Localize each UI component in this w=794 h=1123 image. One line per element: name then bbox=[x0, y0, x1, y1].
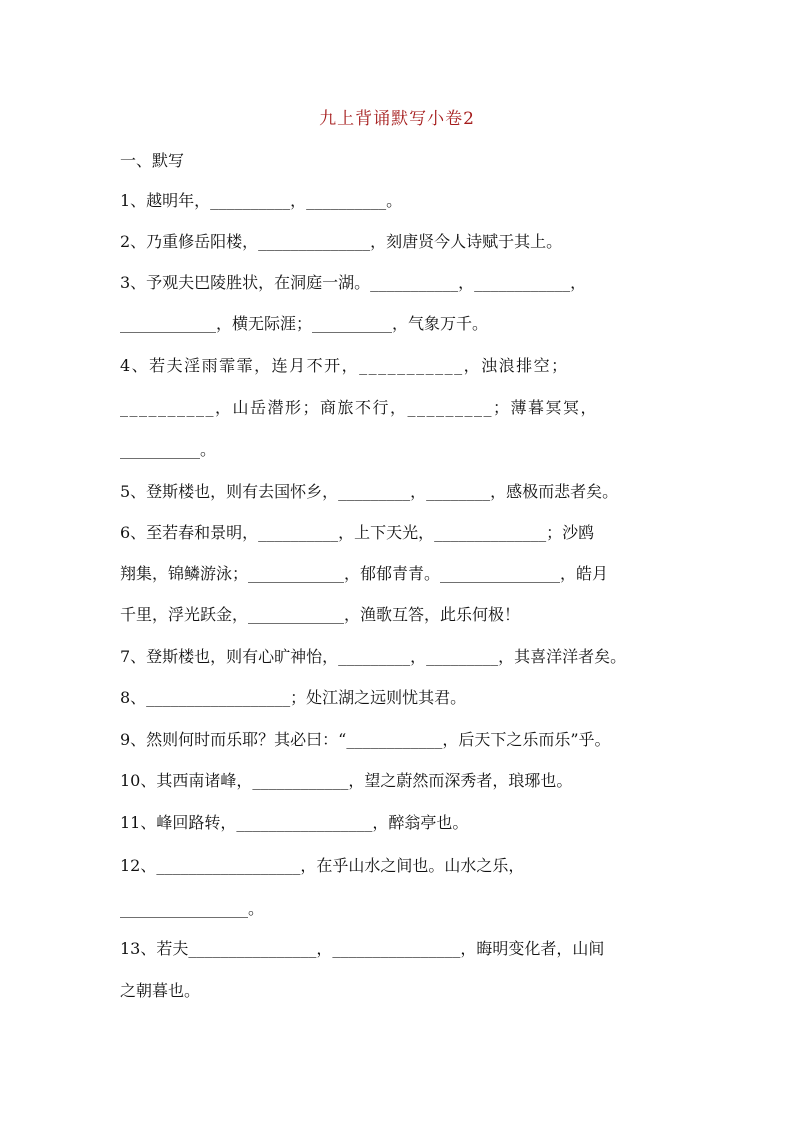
dictation-line-4-cont-2: __________。 bbox=[120, 440, 217, 459]
dictation-line-13-cont: 之朝暮也。 bbox=[120, 981, 201, 1000]
dictation-line-6: 6、至若春和景明，__________，上下天光，______________；沙鸥 bbox=[120, 523, 595, 542]
dictation-line-12-cont: ________________。 bbox=[120, 899, 265, 918]
dictation-line-13: 13、若夫________________，________________，晦明变化者，山间 bbox=[120, 939, 605, 958]
dictation-line-4: 4、若夫淫雨霏霏，连月不开，___________，浊浪排空； bbox=[120, 356, 569, 375]
dictation-line-2: 2、乃重修岳阳楼，______________，刻唐贤今人诗赋于其上。 bbox=[120, 232, 563, 251]
dictation-line-7: 7、登斯楼也，则有心旷神怡，_________，_________，其喜洋洋者矣。 bbox=[120, 647, 627, 666]
dictation-line-8: 8、__________________；处江湖之远则忧其君。 bbox=[120, 688, 467, 707]
section-heading: 一、默写 bbox=[120, 151, 185, 170]
dictation-line-12: 12、__________________，在乎山水之间也。山水之乐， bbox=[120, 856, 525, 875]
dictation-line-6-cont-1: 翔集，锦鳞游泳；____________，郁郁青青。_______________，皓月 bbox=[120, 564, 609, 583]
page-title: 九上背诵默写小卷2 bbox=[319, 109, 475, 129]
dictation-line-10: 10、其西南诸峰，____________，望之蔚然而深秀者，琅琊也。 bbox=[120, 771, 573, 790]
dictation-line-3-cont: ____________，横无际涯；__________，气象万千。 bbox=[120, 314, 489, 333]
dictation-line-9: 9、然则何时而乐耶？其必曰：“____________，后天下之乐而乐”乎。 bbox=[120, 730, 611, 749]
dictation-line-6-cont-2: 千里，浮光跃金，____________，渔歌互答，此乐何极！ bbox=[120, 605, 521, 624]
dictation-line-11: 11、峰回路转，_________________，醉翁亭也。 bbox=[120, 813, 469, 832]
dictation-line-5: 5、登斯楼也，则有去国怀乡，_________，________，感极而悲者矣。 bbox=[120, 482, 619, 501]
dictation-line-1: 1、越明年，__________，__________。 bbox=[120, 191, 403, 210]
dictation-line-3: 3、予观夫巴陵胜状，在洞庭一湖。___________，____________， bbox=[120, 273, 587, 292]
dictation-line-4-cont-1: __________，山岳潜形；商旅不行，_________；薄暮冥冥， bbox=[120, 398, 599, 417]
